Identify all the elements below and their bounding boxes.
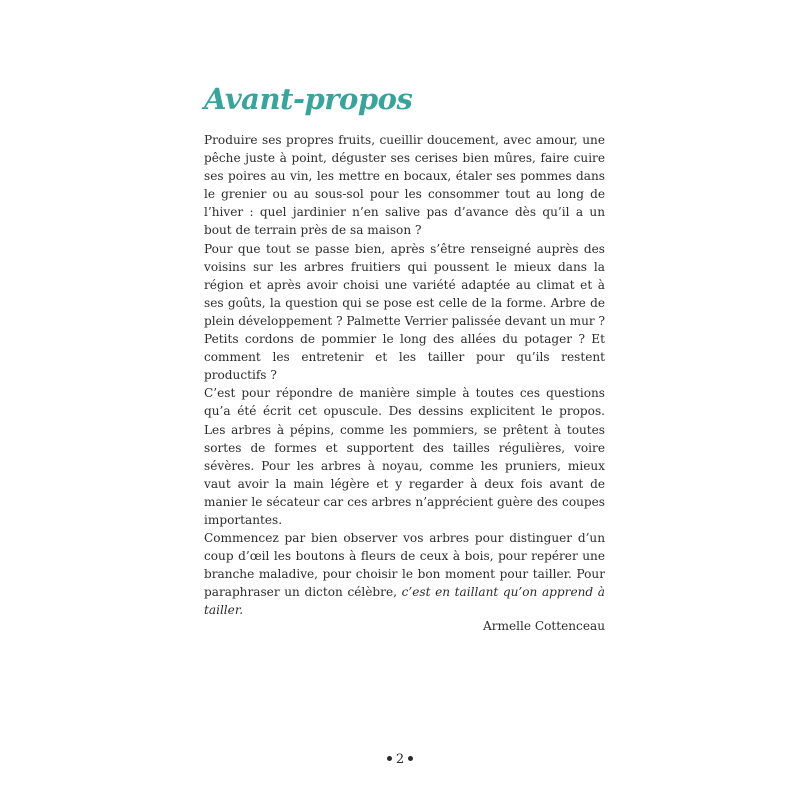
italic-quote: c’est en taillant qu’on apprend à tailler. [204, 585, 605, 618]
page-number-footer [0, 751, 800, 769]
paragraph-text: Commencez par bien observer vos arbres pour distinguer d’un coup d’œil les boutons à fleurs de ceux à bois, pour repérer une branche maladive, pour choisir le bon moment pour tailler. Pour paraphraser un dicton célèbre, [204, 531, 605, 600]
body-text [204, 131, 605, 620]
paragraph: Produire ses propres fruits, cueillir doucement, avec amour, une pêche juste à point, déguster ses cerises bien mûres, faire cuire ses poires au vin, les mettre en bocaux, étaler ses pommes dans le grenier ou au sous-sol pour les consommer tout au long de l’hiver : quel jardinier n’en salive pas d’avance dès qu’il a un bout de terrain près de sa maison ? [204, 133, 605, 238]
bullet-icon [387, 756, 392, 761]
paragraph [204, 529, 605, 619]
paragraph: C’est pour répondre de manière simple à toutes ces questions qu’a été écrit cet opuscule. Des dessins explicitent le propos. Les arbres à pépins, comme les pommiers, se prêtent à toutes sortes de formes et supportent des tailles régulières, voire sévères. Pour les arbres à noyau, comme les pruniers, mieux vaut avoir la main légère et y regarder à deux fois avant de manier le sécateur car ces arbres n’apprécient guère des coupes importantes. [204, 386, 605, 527]
page-number: 2 [395, 752, 405, 767]
paragraph: Pour que tout se passe bien, après s’être renseigné auprès des voisins sur les arbres fruitiers qui poussent le mieux dans la région et après avoir choisi une variété adaptée au climat et à ses goûts, la question qui se pose est celle de la forme. Arbre de plein développement ? Palmette Verrier palissée devant un mur ? Petits cordons de pommier le long des allées du potager ? Et comment les entretenir et les tailler pour qu’ils restent productifs ? [204, 241, 605, 383]
page-title: Avant-propos [204, 82, 413, 116]
bullet-icon [408, 756, 413, 761]
author-signature: Armelle Cottenceau [482, 619, 605, 633]
